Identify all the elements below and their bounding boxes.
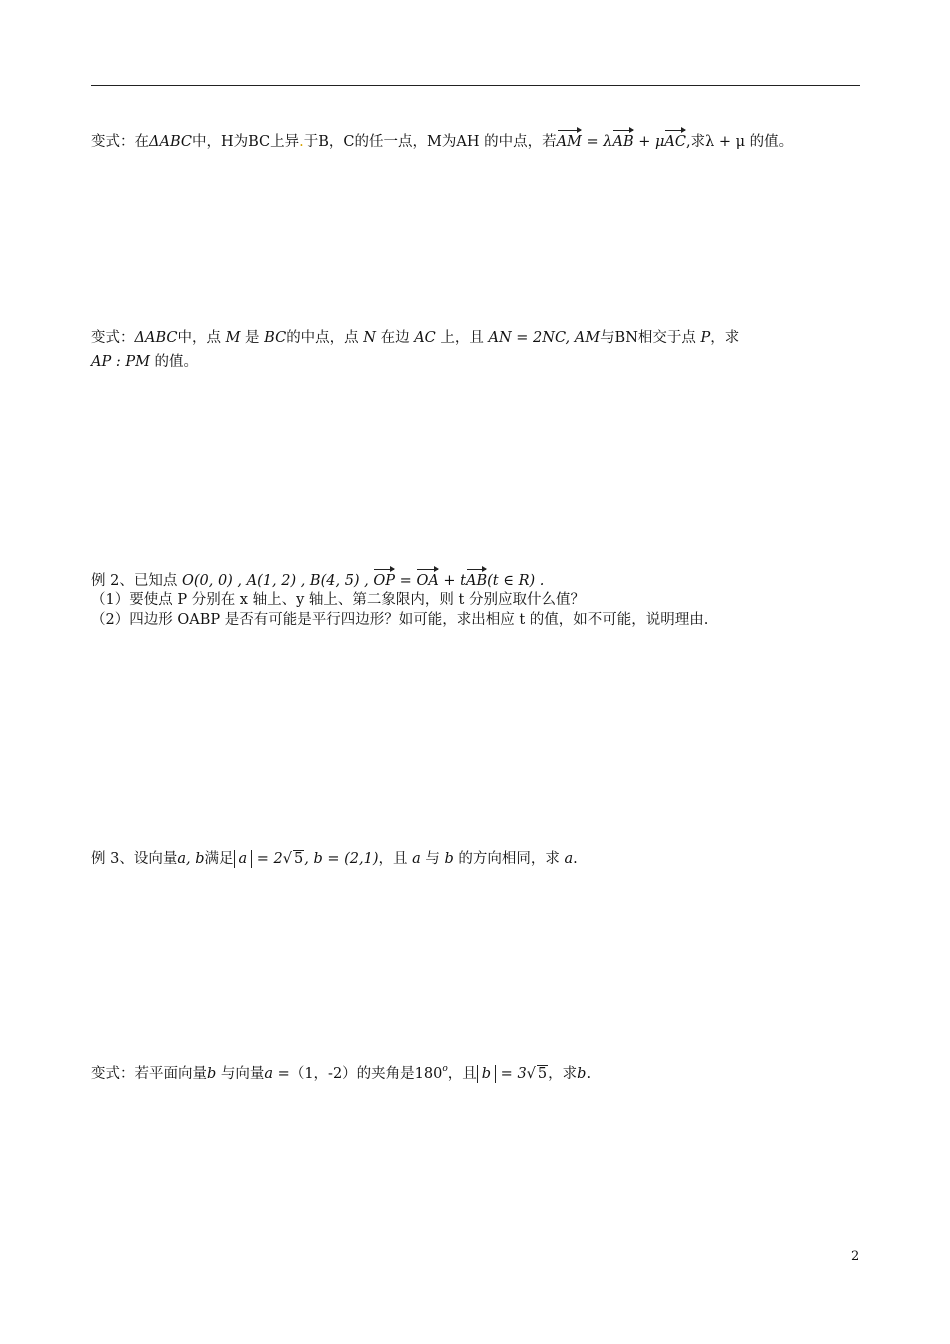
vector-a: a	[564, 851, 574, 867]
example-3-lead: 例 3、设向量	[91, 851, 178, 867]
variant-2-text: 上，且	[440, 330, 484, 346]
segment-bc: BC	[264, 330, 287, 346]
abs-a: a	[234, 850, 253, 868]
example-3: 例 3、设向量a, b满足 a = 2√ 5, b = (2,1)，且 a 与 b 的方向相同，求 a.	[91, 851, 578, 867]
variant-1-lead: 变式：在	[91, 134, 149, 150]
vector-a: a	[264, 1066, 274, 1082]
variant-3-text: ，且	[447, 1066, 477, 1082]
triangle-abc: ΔABC	[149, 134, 192, 150]
point-n: N	[363, 330, 376, 346]
abs-b: b	[477, 1065, 496, 1083]
example-2-lead: 例 2、已知点	[91, 573, 178, 589]
condition-t: (t ∈ R) .	[487, 573, 545, 589]
variant-2-text: 的中点，点	[286, 330, 359, 346]
point-p: P	[700, 330, 711, 346]
variant-1-tail: ,求λ + μ 的值。	[685, 134, 794, 150]
plus-t: + t	[438, 573, 466, 589]
variant-2-lead: 变式：	[91, 330, 135, 346]
example-3-text: 满足	[204, 851, 234, 867]
vector-ab: AB	[612, 128, 633, 154]
variant-2-text: 是	[245, 330, 260, 346]
vector-b: b	[444, 851, 454, 867]
variant-1	[91, 128, 860, 154]
variant-1-text: 中，H为BC上异	[191, 134, 300, 150]
vectors-ab: a, b	[177, 851, 205, 867]
triangle-abc: ΔABC	[134, 330, 178, 346]
period: .	[573, 851, 578, 867]
variant-2-text: 在边	[380, 330, 410, 346]
variant-3-lead: 变式：若平面向量	[91, 1066, 207, 1082]
example-3-text: 与	[425, 851, 440, 867]
example-3-text: ，且	[378, 851, 408, 867]
variant-2	[91, 326, 860, 374]
point-m: M	[225, 330, 241, 346]
sqrt-5: 5	[537, 1066, 548, 1082]
plus-mu: + μ	[633, 134, 665, 150]
variant-3: 变式：若平面向量b 与向量a =（1，-2）的夹角是180$^o$，且 b = 3√ 5，求b.	[91, 1064, 592, 1082]
b-definition: , b = (2,1)	[304, 851, 379, 867]
relation-an-nc: AN = 2NC, AM	[488, 330, 601, 346]
page-number: 2	[851, 1249, 860, 1264]
variant-3-text: ，求	[548, 1066, 578, 1082]
degree-sign: o	[442, 1064, 448, 1074]
equals-lambda: = λ	[581, 134, 613, 150]
ratio-ap-pm: AP : PM	[91, 354, 150, 370]
equals-2: = 2	[252, 851, 283, 867]
example-2-q2: （2）四边形 OABP 是否有可能是平行四边形？如可能，求出相应 t 的值，如不可能，说明理由.	[91, 612, 709, 628]
vector-op: OP	[373, 567, 395, 593]
vector-b: b	[207, 1066, 217, 1082]
vector-ac: AC	[664, 128, 686, 154]
vector-b: b	[577, 1066, 587, 1082]
equals-3: = 3	[496, 1066, 527, 1082]
example-3-text: 的方向相同，求	[458, 851, 560, 867]
sqrt-5: 5	[294, 851, 304, 867]
variant-2-tail: 的值。	[154, 354, 199, 370]
vector-oa: OA	[416, 567, 438, 593]
equals: =	[395, 573, 417, 589]
variant-3-text: =（1，-2）的夹角是180	[273, 1066, 443, 1082]
points-oab: O(0, 0) , A(1, 2) , B(4, 5) ,	[181, 573, 369, 589]
segment-ac: AC	[414, 330, 436, 346]
vector-a: a	[412, 851, 421, 867]
period: .	[586, 1066, 592, 1082]
header-rule	[91, 85, 860, 86]
variant-2-text: 中，点	[177, 330, 221, 346]
example-2-q1: （1）要使点 P 分别在 x 轴上、y 轴上、第二象限内，则 t 分别应取什么值？	[91, 592, 585, 608]
stray-dot: .	[299, 134, 304, 150]
variant-1-text-2: 于B，C的任一点，M为AH 的中点，若	[303, 134, 557, 150]
vector-am: AM	[557, 128, 582, 154]
variant-2-text: ，求	[710, 330, 740, 346]
variant-3-text: 与向量	[220, 1066, 265, 1082]
vector-ab: AB	[466, 567, 487, 593]
variant-2-text: 与BN相交于点	[600, 330, 696, 346]
